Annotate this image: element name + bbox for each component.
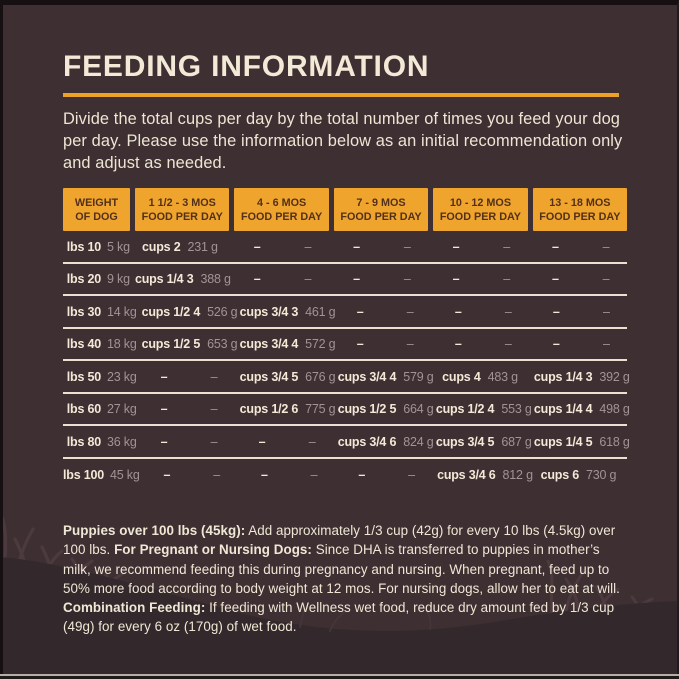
weight-kg-value: 5 kg — [107, 239, 130, 254]
grams-value: – — [210, 434, 218, 449]
grams-value: 388 g — [200, 272, 231, 287]
cups-value: – — [353, 272, 360, 287]
weight-kg-value: 45 kg — [110, 468, 140, 483]
cups-value: – — [160, 369, 168, 384]
cups-value: – — [253, 239, 261, 254]
cups-value: – — [353, 239, 360, 254]
weight-lbs-value: 60 lbs — [66, 402, 101, 417]
cups-value: – — [260, 468, 268, 483]
weight-cell — [63, 337, 137, 351]
table-body — [63, 231, 630, 491]
cups-value: 6 1/2 cups — [239, 402, 299, 417]
food-amount-cell — [435, 402, 532, 417]
weight-cell — [63, 305, 137, 319]
grams-value: 824 g — [403, 434, 434, 449]
table-row — [63, 329, 627, 362]
grams-value: 231 g — [187, 239, 218, 254]
footnote-text — [63, 521, 625, 635]
cups-value: – — [452, 272, 460, 287]
food-amount-cell — [535, 468, 627, 482]
grams-value: 775 g — [305, 402, 336, 417]
food-amount-cell — [433, 272, 527, 286]
column-header-label: 1 1/2 - 3 MOS — [148, 196, 216, 209]
column-header-label: OF DOG — [75, 210, 118, 223]
grams-value: – — [602, 304, 610, 319]
grams-value: 526 g — [207, 304, 238, 319]
food-amount-cell — [533, 434, 630, 449]
weight-kg-value: 14 kg — [107, 304, 137, 319]
food-amount-cell — [534, 305, 627, 319]
grams-value: 618 g — [599, 434, 630, 449]
food-amount-cell — [240, 435, 333, 449]
grams-value: – — [504, 337, 512, 352]
food-amount-cell — [141, 304, 238, 319]
grams-value: – — [304, 239, 312, 254]
footnote-bold-segment: Puppies over 100 lbs (45kg): — [63, 523, 246, 539]
food-amount-cell — [337, 434, 434, 449]
weight-cell — [63, 468, 140, 482]
food-amount-cell — [340, 468, 432, 482]
column-header-label: FOOD PER DAY — [539, 210, 621, 223]
grams-value: 812 g — [502, 468, 533, 483]
weight-cell — [63, 402, 137, 416]
food-amount-cell — [337, 402, 434, 417]
cups-value: – — [358, 468, 366, 483]
cups-value: 4 1/4 cups — [533, 402, 593, 417]
cups-value: 4 1/2 cups — [435, 402, 495, 417]
grams-value: 498 g — [599, 402, 630, 417]
intro-text: Divide the total cups per day by the total number of times you feed your dog per day. Please use the information below as an initial recommendation only and adjust as needed. — [63, 110, 623, 172]
column-header-label: FOOD PER DAY — [340, 210, 422, 223]
column-header-age-2 — [234, 188, 328, 231]
food-amount-cell — [234, 240, 328, 254]
table-row — [63, 296, 627, 329]
food-amount-cell — [141, 337, 238, 352]
grams-value: 579 g — [403, 369, 434, 384]
food-amount-cell — [436, 337, 529, 351]
food-amount-cell — [135, 240, 229, 254]
weight-lbs-value: 20 lbs — [66, 272, 101, 287]
weight-kg-value: 36 kg — [107, 434, 137, 449]
grams-value: – — [602, 272, 610, 287]
food-amount-cell — [435, 434, 532, 449]
food-amount-cell — [145, 468, 237, 482]
column-header-age-5 — [533, 188, 627, 231]
column-header-age-1 — [135, 188, 229, 231]
table-row — [63, 426, 630, 459]
cups-value: – — [452, 239, 460, 254]
cups-value: 4 1/2 cups — [141, 304, 201, 319]
food-amount-cell — [534, 337, 627, 351]
cups-value: – — [356, 304, 364, 319]
food-amount-cell — [533, 272, 627, 286]
cups-value: 5 1/2 cups — [141, 337, 201, 352]
cups-value: 6 3/4 cups — [437, 468, 496, 483]
grams-value: 664 g — [403, 402, 434, 417]
cups-value: 3 1/4 cups — [533, 369, 593, 384]
cups-value: – — [253, 272, 261, 287]
column-header-label: 4 - 6 MOS — [257, 196, 307, 209]
grams-value: – — [503, 272, 511, 287]
grams-value: 392 g — [599, 369, 630, 384]
table-row — [63, 361, 630, 394]
food-amount-cell — [437, 468, 533, 483]
food-amount-cell — [135, 272, 229, 286]
weight-kg-value: 18 kg — [107, 337, 137, 352]
grams-value: 687 g — [501, 434, 532, 449]
grams-value: – — [308, 434, 316, 449]
cups-value: 4 cups — [442, 369, 481, 384]
grams-value: 653 g — [207, 337, 238, 352]
panel-bottom-edge — [0, 674, 679, 679]
cups-value: – — [551, 239, 559, 254]
food-amount-cell — [334, 272, 428, 286]
cups-value: – — [552, 337, 560, 352]
footnote-bold-segment: For Pregnant or Nursing Dogs: — [114, 542, 312, 558]
cups-value: – — [258, 434, 266, 449]
table-row — [63, 231, 627, 264]
weight-cell — [63, 272, 130, 286]
table-row — [63, 459, 627, 492]
weight-lbs-value: 50 lbs — [66, 369, 101, 384]
grams-value: – — [403, 272, 411, 287]
feeding-table — [63, 188, 630, 491]
weight-cell — [63, 240, 130, 254]
table-row — [63, 264, 627, 297]
grams-value: – — [504, 304, 512, 319]
grams-value: 572 g — [305, 337, 336, 352]
food-amount-cell — [242, 468, 334, 482]
food-amount-cell — [239, 369, 336, 384]
food-amount-cell — [334, 240, 428, 254]
food-amount-cell — [239, 402, 336, 417]
weight-kg-value: 27 kg — [107, 402, 137, 417]
cups-value: 5 1/4 cups — [533, 434, 593, 449]
food-amount-cell — [142, 435, 235, 449]
cups-value: 3 3/4 cups — [239, 304, 299, 319]
grams-value: 461 g — [305, 304, 336, 319]
weight-lbs-value: 80 lbs — [66, 434, 101, 449]
grams-value: – — [213, 468, 220, 483]
cups-value: 6 cups — [540, 468, 579, 483]
grams-value: 676 g — [305, 369, 336, 384]
food-amount-cell — [234, 272, 328, 286]
cups-value: – — [552, 304, 560, 319]
column-header-age-4 — [433, 188, 527, 231]
cups-value: 2 cups — [142, 239, 181, 254]
cups-value: 4 3/4 cups — [337, 369, 397, 384]
grams-value: – — [310, 468, 318, 483]
grams-value: – — [602, 337, 610, 352]
cups-value: – — [160, 434, 168, 449]
cups-value: – — [163, 468, 171, 483]
footnote-segment: If feeding with Wellness wet food, reduce dry amount fed by 1/3 cup (49g) for every 6 oz (170g) of wet food. — [63, 599, 615, 634]
weight-lbs-value: 30 lbs — [66, 304, 101, 319]
cups-value: – — [454, 337, 462, 352]
column-header-age-3 — [334, 188, 428, 231]
footnote-segment: Since DHA is transferred to puppies in mother’s milk, we recommend feeding this during pregnancy and nursing. When pregnant, feed up to 50% more food according to body weight at 12 mos. For nursing dogs, allow her to eat at will. — [63, 542, 620, 596]
cups-value: 5 3/4 cups — [435, 434, 495, 449]
weight-lbs-value: 100 lbs — [63, 468, 105, 483]
grams-value: – — [304, 272, 312, 287]
cups-value: – — [454, 304, 462, 319]
cups-value: 5 1/2 cups — [337, 402, 397, 417]
food-amount-cell — [338, 305, 431, 319]
grams-value: – — [503, 239, 511, 254]
food-amount-cell — [436, 305, 529, 319]
cups-value: 3 1/4 cups — [135, 272, 194, 287]
page-title: FEEDING INFORMATION — [63, 50, 430, 83]
table-row — [63, 394, 630, 427]
title-underline — [63, 93, 619, 97]
weight-cell — [63, 370, 137, 384]
grams-value: – — [406, 304, 414, 319]
food-amount-cell — [533, 240, 627, 254]
food-amount-cell — [142, 402, 235, 416]
cups-value: – — [551, 272, 559, 287]
food-amount-cell — [533, 369, 630, 384]
food-amount-cell — [338, 337, 431, 351]
column-header-label: FOOD PER DAY — [241, 210, 323, 223]
food-amount-cell — [533, 402, 630, 417]
grams-value: 553 g — [501, 402, 532, 417]
food-amount-cell — [337, 369, 434, 384]
food-amount-cell — [239, 304, 336, 319]
column-header-label: FOOD PER DAY — [439, 210, 522, 223]
grams-value: – — [210, 369, 218, 384]
cups-value: 5 3/4 cups — [239, 369, 299, 384]
grams-value: – — [408, 468, 415, 483]
food-amount-cell — [142, 370, 235, 384]
cups-value: 6 3/4 cups — [337, 434, 397, 449]
column-header-label: WEIGHT — [74, 196, 119, 209]
table-header-row — [63, 188, 627, 231]
column-header-label: 13 - 18 MOS — [549, 196, 611, 209]
weight-lbs-value: 40 lbs — [66, 337, 101, 352]
grams-value: 483 g — [487, 369, 518, 384]
weight-lbs-value: 10 lbs — [66, 239, 101, 254]
weight-kg-value: 9 kg — [107, 272, 130, 287]
food-amount-cell — [239, 337, 336, 352]
grams-value: – — [403, 239, 411, 254]
weight-cell — [63, 435, 137, 449]
grams-value: – — [602, 239, 610, 254]
food-amount-cell — [433, 240, 527, 254]
weight-kg-value: 23 kg — [107, 369, 137, 384]
column-header-label: 10 - 12 MOS — [449, 196, 512, 209]
cups-value: – — [356, 337, 364, 352]
column-header-weight — [63, 188, 130, 231]
cups-value: 4 3/4 cups — [239, 337, 299, 352]
cups-value: – — [160, 402, 168, 417]
food-amount-cell — [436, 370, 529, 384]
grams-value: – — [406, 337, 414, 352]
column-header-label: 7 - 9 MOS — [356, 196, 406, 209]
column-header-label: FOOD PER DAY — [141, 210, 223, 223]
grams-value: – — [210, 402, 218, 417]
grams-value: 730 g — [586, 468, 617, 483]
footnote-segment: Add approximately 1/3 cup (42g) for every 10 lbs (4.5kg) over 100 lbs. — [63, 523, 616, 558]
footnote-bold-segment: Combination Feeding: — [63, 599, 206, 615]
